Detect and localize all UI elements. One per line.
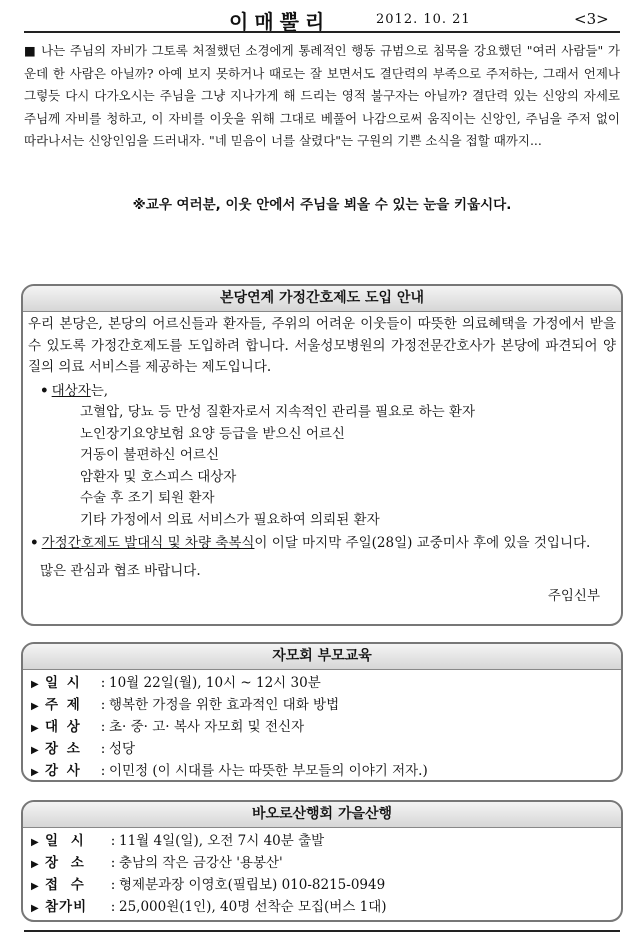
bulletin-date: 2012. 10. 21 <box>376 12 471 27</box>
row-value: 25,000원(1인), 40명 선착순 모집(버스 1대) <box>119 899 387 915</box>
arrow-icon: ▶ <box>31 745 39 756</box>
row-value: 11월 4일(일), 오전 7시 40분 출발 <box>119 833 325 849</box>
list-item: 고혈압, 당뇨 등 만성 질환자로서 지속적인 관리를 필요로 하는 환자 <box>80 404 476 420</box>
list-item: 기타 가정에서 의료 서비스가 필요하여 의뢰된 환자 <box>80 511 380 528</box>
closing-text: 많은 관심과 협조 바랍니다. <box>40 562 201 579</box>
info-row: ▶ 장 소 : 충남의 작은 금강산 '용봉산' <box>31 853 613 875</box>
list-item: 노인장기요양보험 요양 등급을 받으신 어르신 <box>80 425 345 442</box>
arrow-icon: ▶ <box>31 701 39 712</box>
arrow-icon: ▶ <box>31 723 39 734</box>
list-item: 암환자 및 호스피스 대상자 <box>80 468 237 485</box>
info-row: ▶ 장 소 : 성당 <box>31 739 613 761</box>
info-row: ▶ 참가비 : 25,000원(1인), 40명 선착순 모집(버스 1대) <box>31 897 613 919</box>
row-value: 형제분과장 이영호(필립보) 010-8215-0949 <box>119 877 386 893</box>
arrow-icon: ▶ <box>31 881 39 892</box>
header-rule <box>24 31 620 33</box>
page-number: <3> <box>574 10 609 28</box>
row-label: 주 제 <box>45 697 82 713</box>
info-row: ▶ 주 제 : 행복한 가정을 위한 효과적인 대화 방법 <box>31 695 613 717</box>
row-value: 행복한 가정을 위한 효과적인 대화 방법 <box>109 697 340 713</box>
info-row: ▶ 일 시 : 11월 4일(일), 오전 7시 40분 출발 <box>31 831 613 853</box>
target-heading: • 대상자는, <box>40 382 109 399</box>
home-care-box <box>21 284 623 626</box>
list-item: 거동이 불편하신 어르신 <box>80 447 219 463</box>
row-label: 강 사 <box>45 763 82 779</box>
info-row: ▶ 대 상 : 초· 중· 고· 복사 자모회 및 전신자 <box>31 717 613 739</box>
home-care-intro: 우리 본당은, 본당의 어르신들과 환자들, 주위의 어려운 이웃들이 따뜻한 의료혜택을 가정에서 받을 수 있도록 가정간호제도를 도입하려 합니다. 서울성모병원의 가정전문간호사가 본당에 파견되어 양질의 의료 서비스를 제공하는 제도입니다. <box>28 316 616 375</box>
page-header <box>24 6 620 34</box>
row-label: 접 수 <box>45 877 88 893</box>
row-label: 참가비 <box>45 899 88 915</box>
row-label: 장 소 <box>45 855 88 871</box>
row-value: 초· 중· 고· 복사 자모회 및 전신자 <box>109 719 305 735</box>
row-value: 성당 <box>109 741 136 757</box>
parent-edu-title: 자모회 부모교육 <box>23 644 621 670</box>
target-label: 대상자 <box>51 382 91 399</box>
row-value: 이민정 (이 시대를 사는 따뜻한 부모들의 이야기 저자.) <box>109 763 428 779</box>
info-row: ▶ 강 사 : 이민정 (이 시대를 사는 따뜻한 부모들의 이야기 저자.) <box>31 761 613 782</box>
arrow-icon: ▶ <box>31 903 39 914</box>
row-label: 일 시 <box>45 675 82 691</box>
row-label: 장 소 <box>45 741 82 757</box>
footer-rule <box>24 930 620 932</box>
info-row: ▶ 일 시 : 10월 22일(월), 10시 ~ 12시 30분 <box>31 673 613 695</box>
info-row: ▶ 접 수 : 형제분과장 이영호(필립보) 010-8215-0949 <box>31 875 613 897</box>
row-label: 대 상 <box>45 719 82 735</box>
row-value: 충남의 작은 금강산 '용봉산' <box>119 855 283 871</box>
target-list <box>28 402 616 531</box>
hiking-box <box>21 800 623 922</box>
list-item: 수술 후 조기 퇴원 환자 <box>80 490 215 506</box>
intro-paragraph: ■ 나는 주님의 자비가 그토록 처절했던 소경에게 통례적인 행동 규범으로 침묵을 강요했던 "여러 사람들" 가운데 한 사람은 아닐까? 아예 보지 못하거나 때로는 잘 보면서도 결단력의 부족으로 주저하는, 그래서 언제나 그렇듯 다시 다가오시는 주님을 그냥 지나가게 해 드리는 영적 불구자는 아닐까? 결단력 있는 신앙의 자세로 주님께 자비를 청하고, 이 자비를 이웃을 위해 그대로 베풀어 나감으로써 움직이는 신앙인, 주님을 주저 없이 따라나서는 신앙인임을 드러내자. "네 믿음이 너를 살렸다"는 구원의 기쁜 소식을 접할 때까지... <box>24 43 620 148</box>
bulletin-title: 이매뿔리 <box>229 10 331 34</box>
arrow-icon: ▶ <box>31 679 39 690</box>
launch-text: 이 이달 마지막 주일(28일) 교중미사 후에 있을 것입니다. <box>254 535 591 551</box>
home-care-title: 본당연계 가정간호제도 도입 안내 <box>23 286 621 312</box>
target-suffix: 는, <box>90 382 109 399</box>
launch-label: 가정간호제도 발대식 및 차량 축복식 <box>41 535 255 551</box>
row-value: 10월 22일(월), 10시 ~ 12시 30분 <box>109 675 321 691</box>
arrow-icon: ▶ <box>31 767 39 778</box>
row-label: 일 시 <box>45 833 88 849</box>
signature: 주임신부 <box>547 588 600 604</box>
hiking-title: 바오로산행회 가을산행 <box>23 802 621 828</box>
parent-edu-box <box>21 642 623 782</box>
arrow-icon: ▶ <box>31 837 39 848</box>
emphasis-line: ※교우 여러분, 이웃 안에서 주님을 뵈올 수 있는 눈을 키웁시다. <box>132 197 512 213</box>
arrow-icon: ▶ <box>31 859 39 870</box>
launch-notice: • 가정간호제도 발대식 및 차량 축복식이 이달 마지막 주일(28일) 교중미사 후에 있을 것입니다. <box>30 535 591 551</box>
